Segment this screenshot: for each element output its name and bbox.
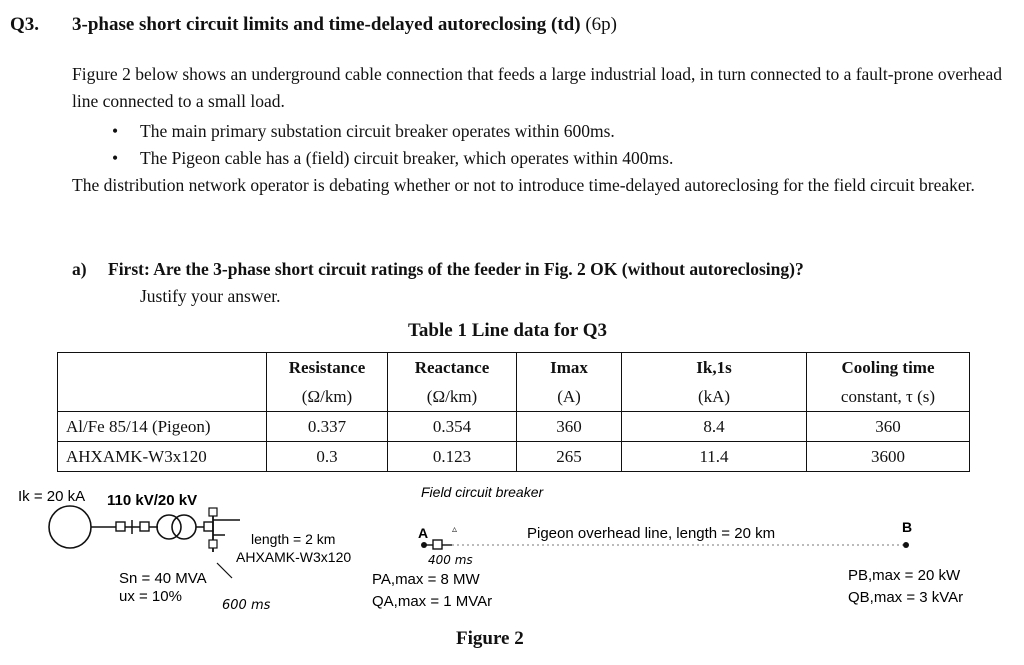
header-unit: constant, τ (s) xyxy=(840,387,936,406)
handwritten-600ms: 600 ms xyxy=(222,598,271,613)
single-line-diagram xyxy=(0,478,1024,628)
cell-resistance: 0.3 xyxy=(267,442,388,472)
grid-source-symbol xyxy=(49,506,91,548)
transformer-winding-primary xyxy=(157,515,181,539)
bullet-list xyxy=(72,118,673,172)
table-row xyxy=(58,412,970,442)
cell-tau: 360 xyxy=(807,412,970,442)
qa-label: QA,max = 1 MVAr xyxy=(372,593,493,610)
header-name: Imax xyxy=(550,358,588,377)
ik-label: Ik = 20 kA xyxy=(18,488,86,505)
feeder-breaker-symbol xyxy=(209,508,217,516)
question-title xyxy=(72,14,617,36)
transformer-rating-label: 110 kV/20 kV xyxy=(107,492,198,509)
breaker-symbol xyxy=(140,522,149,531)
header-name: Resistance xyxy=(288,358,366,377)
header-cell-resistance xyxy=(267,353,388,412)
table-row xyxy=(58,442,970,472)
pa-label: PA,max = 8 MW xyxy=(372,571,480,588)
intro-paragraph: Figure 2 below shows an underground cable connection that feeds a large industrial load, in turn connected to a fault-prone overhead line connected to a small load. xyxy=(72,64,1002,111)
pb-label: PB,max = 20 kW xyxy=(848,567,961,584)
annotation-pointer xyxy=(217,563,232,578)
header-unit: (Ω/km) xyxy=(301,387,353,406)
cell-reactance: 0.123 xyxy=(388,442,517,472)
question-title-text: 3-phase short circuit limits and time-delayed autoreclosing (td) xyxy=(72,14,581,35)
cell-line: Al/Fe 85/14 (Pigeon) xyxy=(58,412,267,442)
arrow-mark: ▵ xyxy=(452,524,458,535)
node-a-label: A xyxy=(418,525,429,541)
figure-caption: Figure 2 xyxy=(456,628,524,649)
part-a-sub: Justify your answer. xyxy=(140,286,281,306)
line-data-table xyxy=(57,352,970,472)
cell-resistance: 0.337 xyxy=(267,412,388,442)
field-breaker-symbol xyxy=(433,540,442,549)
node-b-label: B xyxy=(902,519,913,535)
cell-imax: 265 xyxy=(517,442,622,472)
sn-label: Sn = 40 MVA xyxy=(119,570,207,587)
question-points: (6p) xyxy=(585,14,617,35)
handwritten-400ms: 400 ms xyxy=(428,553,473,567)
transformer-winding-secondary xyxy=(172,515,196,539)
cable-type-label: AHXAMK-W3x120 xyxy=(236,549,352,565)
overhead-line-label: Pigeon overhead line, length = 20 km xyxy=(527,525,776,542)
bullet-item: • The main primary substation circuit breaker operates within 600ms. xyxy=(72,118,673,145)
cable-length-label: length = 2 km xyxy=(251,531,336,547)
cell-reactance: 0.354 xyxy=(388,412,517,442)
table-header-row xyxy=(58,353,970,412)
question-number: Q3. xyxy=(10,14,40,35)
part-a xyxy=(72,256,804,310)
header-name: Reactance xyxy=(414,358,490,377)
header-unit: (A) xyxy=(557,387,581,406)
cell-tau: 3600 xyxy=(807,442,970,472)
feeder-breaker-symbol xyxy=(209,540,217,548)
header-name: Ik,1s xyxy=(696,358,732,377)
qb-label: QB,max = 3 kVAr xyxy=(848,589,964,606)
header-unit: (Ω/km) xyxy=(426,387,478,406)
cell-imax: 360 xyxy=(517,412,622,442)
header-cell-tau xyxy=(807,353,970,412)
cell-ik: 8.4 xyxy=(622,412,807,442)
cell-line: AHXAMK-W3x120 xyxy=(58,442,267,472)
ux-label: ux = 10% xyxy=(119,588,182,605)
header-unit: (kA) xyxy=(697,387,731,406)
secondary-breaker-symbol xyxy=(204,522,213,531)
node-b-dot xyxy=(903,542,909,548)
header-cell-ik xyxy=(622,353,807,412)
closing-paragraph: The distribution network operator is debating whether or not to introduce time-delayed autoreclosing for the field circuit breaker. xyxy=(72,175,975,195)
header-name: Cooling time xyxy=(841,358,935,377)
header-cell-imax xyxy=(517,353,622,412)
header-cell-reactance xyxy=(388,353,517,412)
part-a-label: a) xyxy=(72,259,87,279)
field-cb-label: Field circuit breaker xyxy=(421,484,544,500)
bullet-item: • The Pigeon cable has a (field) circuit breaker, which operates within 400ms. xyxy=(72,145,673,172)
table-caption: Table 1 Line data for Q3 xyxy=(408,320,607,341)
part-a-question: First: Are the 3-phase short circuit ratings of the feeder in Fig. 2 OK (without autoreclosing)? xyxy=(108,259,804,279)
header-cell-empty xyxy=(58,353,267,412)
cell-ik: 11.4 xyxy=(622,442,807,472)
primary-breaker-symbol xyxy=(116,522,125,531)
